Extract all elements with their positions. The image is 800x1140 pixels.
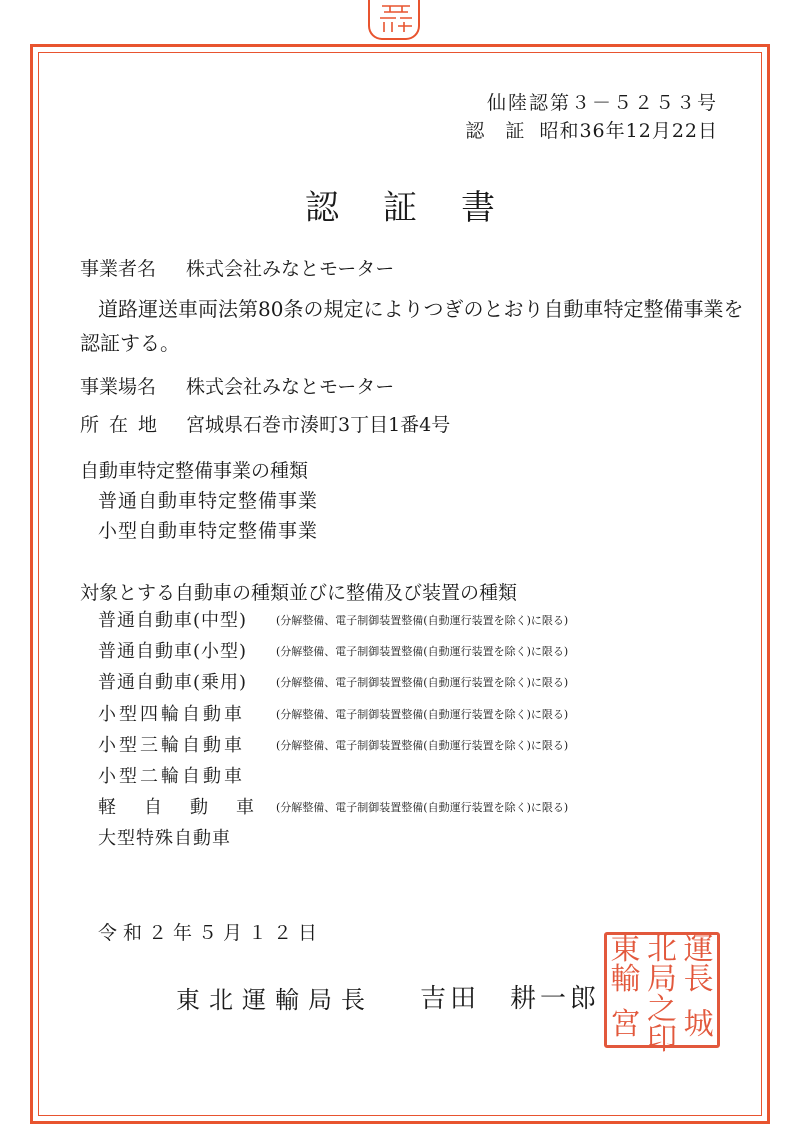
page-title: 認証書: [305, 188, 539, 228]
top-seal-stamp: [368, 0, 420, 40]
vehicle-name: 普通自動車(小型): [98, 641, 248, 662]
vehicle-row: [98, 793, 568, 819]
issuing-authority: 東北運輸局長: [176, 986, 374, 1014]
vehicle-name: 大型特殊自動車: [98, 828, 231, 849]
certificate-number: 仙陸認第３－５２５３号: [486, 92, 718, 114]
workplace-name-row: [80, 372, 394, 399]
vehicle-row: [98, 824, 276, 850]
location-label: 所在地: [80, 414, 168, 436]
vehicle-types-title: 対象とする自動車の種類並びに整備及び装置の種類: [80, 582, 518, 604]
vehicle-note: (分解整備、電子制御装置整備(自動運行装置を除く)に限る): [276, 614, 569, 627]
certification-statement: 道路運送車両法第80条の規定によりつぎのとおり自動車特定整備事業を認証する。: [80, 297, 744, 355]
vehicle-note: (分解整備、電子制御装置整備(自動運行装置を除く)に限る): [276, 676, 569, 689]
business-types-title: 自動車特定整備事業の種類: [80, 460, 309, 482]
business-name-row: [80, 254, 394, 281]
location-row: [80, 410, 450, 437]
vehicle-name: 軽自動車: [98, 797, 282, 818]
vehicle-name: 小型二輪自動車: [98, 766, 245, 787]
vehicle-name: 普通自動車(乗用): [98, 672, 248, 693]
workplace-name-value: 株式会社みなとモーター: [186, 376, 395, 398]
certificate-date: 昭和36年12月22日: [539, 120, 718, 142]
issue-date: 令和２年５月１２日: [98, 922, 324, 944]
business-type-item: 小型自動車特定整備事業: [98, 520, 319, 542]
official-seal-stamp: [604, 932, 720, 1057]
vehicle-name: 小型四輪自動車: [98, 704, 245, 725]
vehicle-note: (分解整備、電子制御装置整備(自動運行装置を除く)に限る): [276, 645, 569, 658]
vehicle-row: [98, 762, 276, 788]
workplace-name-label: 事業場名: [80, 376, 157, 398]
vehicle-note: (分解整備、電子制御装置整備(自動運行装置を除く)に限る): [276, 739, 569, 752]
business-name-value: 株式会社みなとモーター: [186, 258, 395, 280]
official-seal-text: 東 北 運 輸 局 長 宮 之印 城: [604, 932, 720, 1048]
vehicle-row: [98, 700, 568, 726]
certificate-date-label: 認 証: [465, 120, 526, 142]
location-value: 宮城県石巻市湊町3丁目1番4号: [186, 414, 451, 436]
vehicle-name: 普通自動車(中型): [98, 610, 248, 631]
vehicle-row: [98, 606, 568, 632]
vehicle-row: [98, 637, 568, 663]
business-type-item: 普通自動車特定整備事業: [98, 490, 319, 512]
vehicle-note: (分解整備、電子制御装置整備(自動運行装置を除く)に限る): [276, 708, 569, 721]
vehicle-row: [98, 668, 568, 694]
seal-mark-icon: [370, 0, 420, 40]
certificate-date-line: [465, 116, 718, 143]
vehicle-row: [98, 731, 568, 757]
director-name: 吉田 耕一郎: [420, 984, 601, 1014]
vehicle-note: (分解整備、電子制御装置整備(自動運行装置を除く)に限る): [276, 801, 569, 814]
vehicle-name: 小型三輪自動車: [98, 735, 245, 756]
business-name-label: 事業者名: [80, 258, 157, 280]
